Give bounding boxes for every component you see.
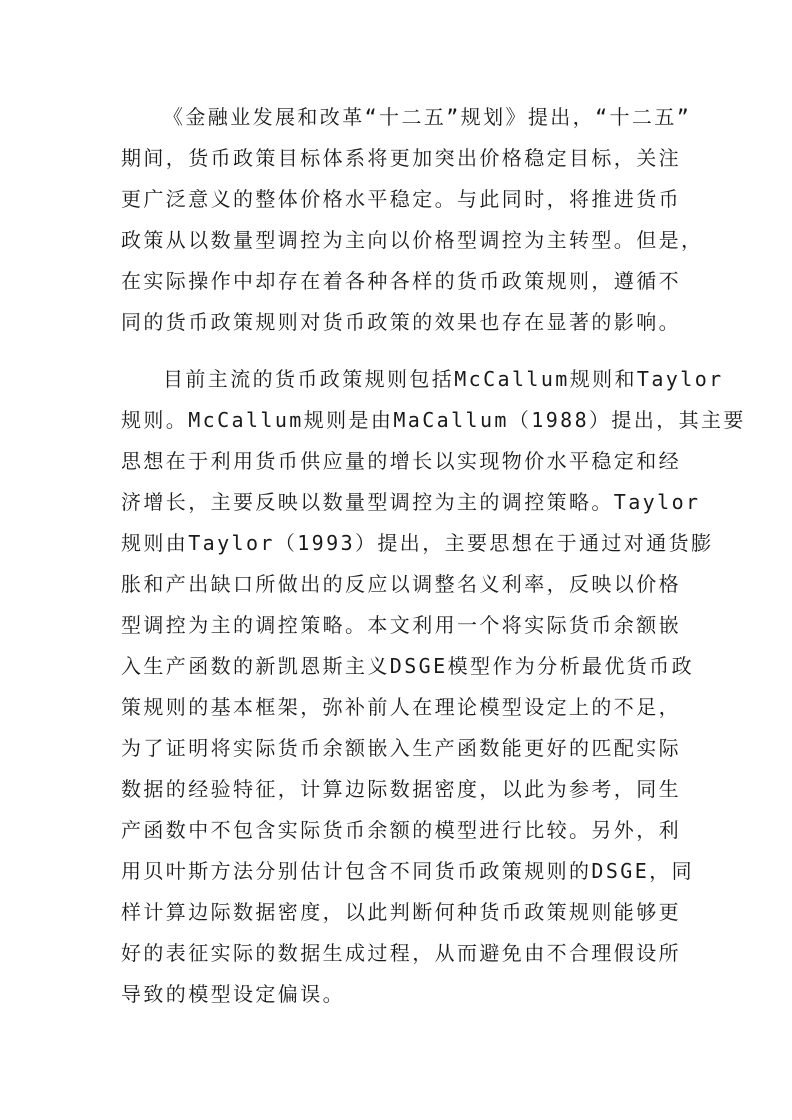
paragraph-2-line-4: 济增长，主要反映以数量型调控为主的调控策略。Taylor — [121, 490, 701, 514]
paragraph-2-line-10: 为了证明将实际货币余额嵌入生产函数能更好的匹配实际 — [121, 736, 681, 760]
paragraph-2-line-1: 目前主流的货币政策规则包括McCallum规则和Taylor — [163, 367, 724, 391]
paragraph-2-line-13: 用贝叶斯方法分别估计包含不同货币政策规则的DSGE，同 — [121, 859, 694, 883]
paragraph-2-line-9: 策规则的基本框架，弥补前人在理论模型设定上的不足， — [121, 695, 681, 719]
paragraph-2-line-3: 思想在于利用货币供应量的增长以实现物价水平稳定和经 — [121, 449, 681, 473]
paragraph-2-line-15: 好的表征实际的数据生成过程，从而避免由不合理假设所 — [121, 941, 681, 965]
paragraph-2-line-5: 规则由Taylor（1993）提出，主要思想在于通过对通货膨 — [121, 531, 714, 555]
paragraph-2-line-2: 规则。McCallum规则是由MaCallum（1988）提出，其主要 — [121, 408, 746, 432]
paragraph-1-line-5: 在实际操作中却存在着各种各样的货币政策规则，遵循不 — [121, 269, 681, 293]
paragraph-1-line-2: 期间，货币政策目标体系将更加突出价格稳定目标，关注 — [121, 146, 681, 170]
paragraph-2-line-6: 胀和产出缺口所做出的反应以调整名义利率，反映以价格 — [121, 572, 681, 596]
paragraph-2-line-16: 导致的模型设定偏误。 — [121, 982, 345, 1006]
paragraph-2-line-14: 样计算边际数据密度，以此判断何种货币政策规则能够更 — [121, 900, 681, 924]
paragraph-2-line-8: 入生产函数的新凯恩斯主义DSGE模型作为分析最优货币政 — [121, 654, 694, 678]
paragraph-2-line-11: 数据的经验特征，计算边际数据密度，以此为参考，同生 — [121, 777, 681, 801]
paragraph-1-line-1: 《金融业发展和改革“十二五”规划》提出，“十二五” — [163, 105, 692, 129]
paragraph-2-line-12: 产函数中不包含实际货币余额的模型进行比较。另外，利 — [121, 818, 681, 842]
paragraph-1-line-3: 更广泛意义的整体价格水平稳定。与此同时，将推进货币 — [121, 187, 681, 211]
paragraph-1-line-6: 同的货币政策规则对货币政策的效果也存在显著的影响。 — [121, 310, 681, 334]
paragraph-1-line-4: 政策从以数量型调控为主向以价格型调控为主转型。但是， — [121, 228, 704, 252]
paragraph-2-line-7: 型调控为主的调控策略。本文利用一个将实际货币余额嵌 — [121, 613, 681, 637]
